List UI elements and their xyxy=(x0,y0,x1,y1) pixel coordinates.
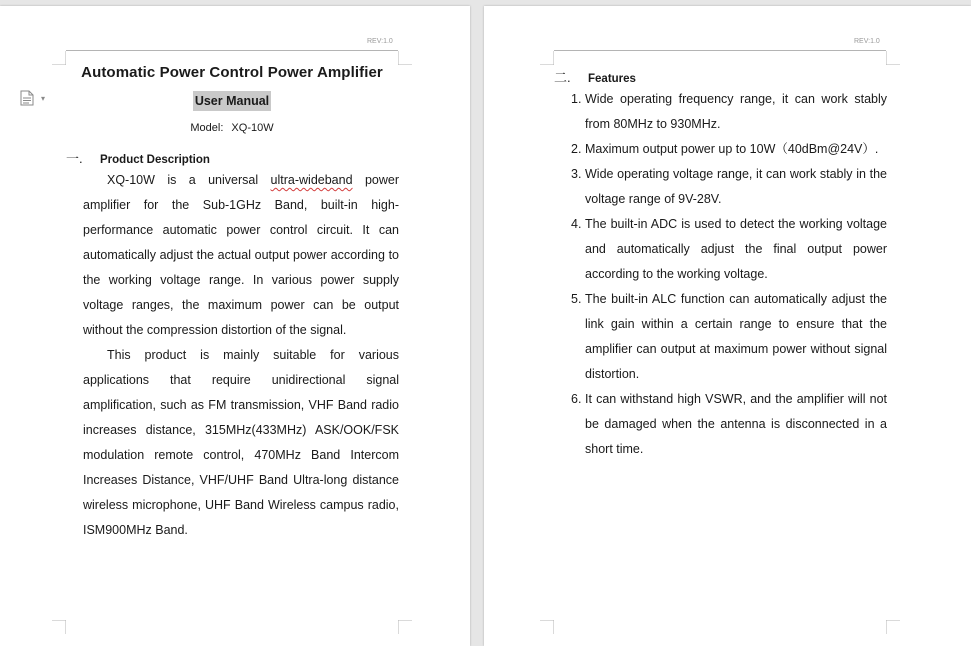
footer-corner-mark xyxy=(52,620,66,634)
list-item: 6. It can withstand high VSWR, and the amplifier will not be damaged when the antenna is disconnected in a short time. xyxy=(571,392,887,456)
model-label: Model: xyxy=(190,122,224,134)
revision-label: REV:1.0 xyxy=(367,38,393,45)
list-item: 2. Maximum output power up to 10W（40dBm@24V）. xyxy=(571,142,879,156)
list-item: 5. The built-in ALC function can automatically adjust the link gain within a certain range to ensure that the amplifier can output at maximum power without signal distortion. xyxy=(571,292,887,381)
list-item: 1. Wide operating frequency range, it can work stably from 80MHz to 930MHz. xyxy=(571,92,887,131)
document-subtitle: User Manual xyxy=(193,91,271,111)
footer-corner-mark xyxy=(540,620,554,634)
section-heading-product-description xyxy=(66,148,210,167)
section-number: 二. xyxy=(554,70,571,85)
list-item: 3. Wide operating voltage range, it can work stably in the voltage range of 9V-28V. xyxy=(571,167,887,206)
model-value: XQ-10W xyxy=(231,122,274,134)
caret-down-icon[interactable]: ▾ xyxy=(41,94,46,103)
document-title: Automatic Power Control Power Amplifier xyxy=(81,64,383,81)
section-title: Features xyxy=(588,73,636,85)
product-description-body xyxy=(83,168,399,543)
header-corner-mark xyxy=(398,51,412,65)
list-item: 4. The built-in ADC is used to detect the working voltage and automatically adjust the final output power according to the working voltage. xyxy=(571,217,887,281)
section-number: 一. xyxy=(66,151,83,166)
paragraph: This product is mainly suitable for various applications that require unidirectional signal amplification, such as FM transmission, VHF Band radio increases distance, 315MHz(433MHz) ASK/OOK/FSK modulation remote control, 470MHz Band Intercom Increases Distance, VHF/UHF Band Ultra-long distance wireless microphone, UHF Band Wireless campus radio, ISM900MHz Band. xyxy=(83,348,399,537)
header-corner-mark xyxy=(886,51,900,65)
paragraph: XQ-10W is a universal ultra-wideband power amplifier for the Sub-1GHz Band, built-in high-performance automatic power control circuit. It can automatically adjust the actual output power according to the working voltage range. In various power supply voltage ranges, the maximum power can be output without the compression distortion of the signal. xyxy=(83,173,399,337)
header-corner-mark xyxy=(540,51,554,65)
footer-corner-mark xyxy=(886,620,900,634)
document-page-left xyxy=(0,6,470,646)
revision-label: REV:1.0 xyxy=(854,38,880,45)
section-heading-features xyxy=(554,67,636,86)
header-corner-mark xyxy=(52,51,66,65)
header-rule xyxy=(66,50,398,51)
section-title: Product Description xyxy=(100,154,210,166)
footer-corner-mark xyxy=(398,620,412,634)
document-icon[interactable] xyxy=(20,90,46,111)
model-line xyxy=(66,122,398,134)
header-rule xyxy=(554,50,886,51)
spellcheck-flagged-word[interactable]: ultra-wideband xyxy=(270,173,353,187)
features-list xyxy=(572,87,887,462)
